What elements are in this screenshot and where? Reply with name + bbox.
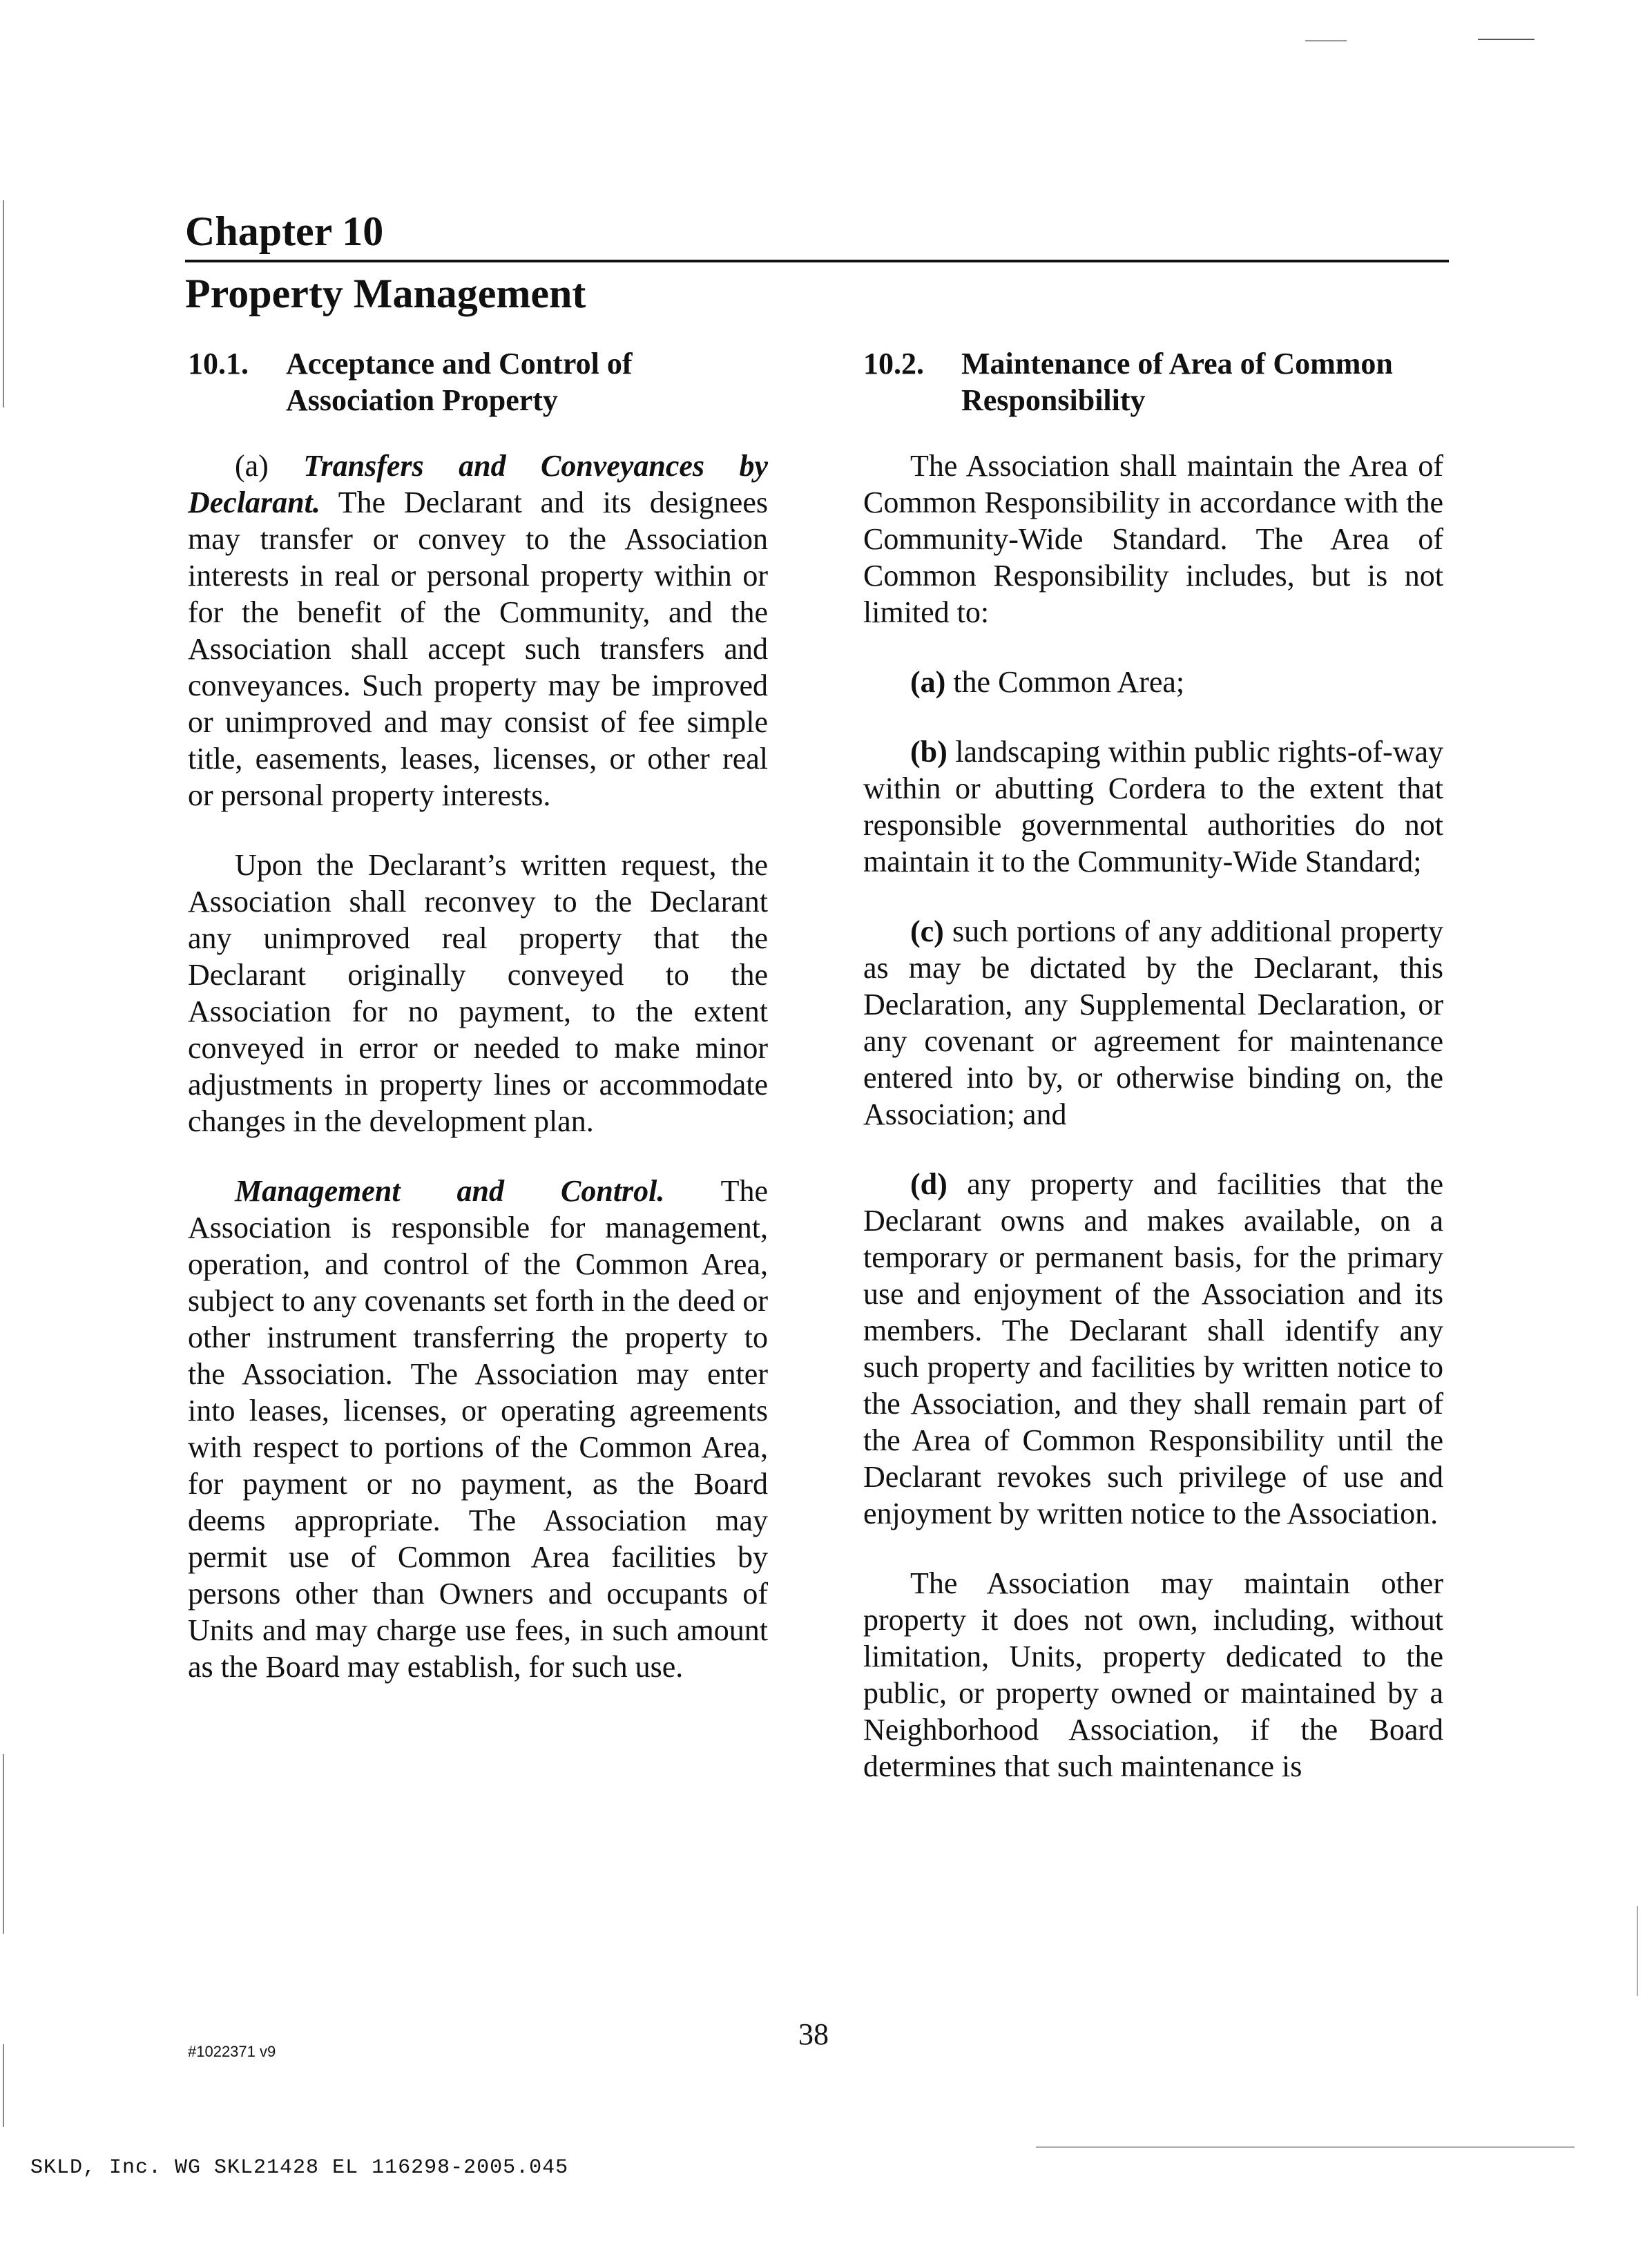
footer-stamp: SKLD, Inc. WG SKL21428 EL 116298-2005.045 [30, 2156, 569, 2180]
paragraph-management [188, 1173, 768, 1685]
right-column [863, 345, 1443, 1818]
item-text: landscaping within public rights-of-way within or abutting Cordera to the extent that responsible governmental authorities do not maintain it to the Community-Wide Standard; [863, 735, 1444, 878]
item-label: (d) [910, 1167, 947, 1201]
item-text: such portions of any additional property as may be dictated by the Declarant, this Declaration, any Supplemental Declaration, or any covenant or agreement for maintenance entered into by, or otherwise binding on, the Association; and [863, 914, 1444, 1131]
section-title: Acceptance and Control of Association Property [286, 347, 633, 417]
paragraph-text: The Association shall maintain the Area of Common Responsibility in accordance with the Community-Wide Standard. The Area of Common Responsibility includes, but is not limited to: [863, 449, 1443, 629]
item-label: (b) [910, 735, 947, 769]
list-item [863, 1166, 1443, 1532]
paragraph-text: The Association is responsible for management, operation, and control of the Common Area, subject to any covenants set forth in the deed or other instrument transferring the property to the Association. The Association may enter into leases, licenses, or operating agreements with respect to portions of the Common Area, for payment or no payment, as the Board deems appropriate. The Association may permit use of Common Area facilities by persons other than Owners and occupants of Units and may charge use fees, in such amount as the Board may establish, for such use. [188, 1174, 768, 1684]
list-item [863, 733, 1443, 880]
paragraph-text: The Association may maintain other property it does not own, including, without limitation, Units, property dedicated to the public, or property owned or maintained by a Neighborhood Association, if the Board determines that such maintenance is [863, 1566, 1443, 1783]
left-column [188, 345, 768, 1718]
scan-edge-mark [3, 200, 4, 407]
scan-edge-mark [1637, 1906, 1638, 1996]
scan-edge-mark [3, 2044, 4, 2127]
section-number: 10.1. [188, 347, 249, 381]
chapter-number: Chapter 10 [185, 209, 384, 254]
list-item [863, 913, 1443, 1133]
paragraph-text: The Declarant and its designees may transfer or convey to the Association interests in real or personal property within or for the benefit of the Community, and the Association shall accept such transfers and conveyances. Such property may be improved or unimproved and may consist of fee simple title, easements, leases, licenses, or other real or personal property interests. [188, 486, 768, 812]
scan-edge-mark [3, 1754, 4, 1934]
page-number: 38 [798, 2017, 829, 2051]
section-heading-10-2 [863, 345, 1443, 419]
paragraph-transfers [188, 448, 768, 814]
document-id: #1022371 v9 [188, 2043, 276, 2060]
item-label: (a) [910, 665, 946, 699]
item-label: (a) [235, 449, 269, 483]
scan-edge-mark [1478, 39, 1535, 40]
scan-edge-mark [1036, 2146, 1575, 2148]
paragraph-emphasis: Transfers and Conveyances by Declarant. [188, 449, 769, 519]
chapter-header [185, 207, 1449, 318]
paragraph-emphasis: Management and Control. [235, 1174, 665, 1208]
paragraph-reconvey [188, 847, 768, 1140]
chapter-divider [185, 260, 1449, 262]
paragraph-intro [863, 448, 1443, 631]
chapter-title: Property Management [185, 271, 586, 316]
section-heading-10-1 [188, 345, 768, 419]
item-label: (c) [910, 914, 944, 948]
section-number: 10.2. [863, 347, 924, 381]
paragraph-text: Upon the Declarant’s written request, the Association shall reconvey to the Declarant any unimproved real property that the Declarant originally conveyed to the Association for no payment, to the extent conveyed in error or needed to make minor adjustments in property lines or accommodate changes in the development plan. [188, 848, 768, 1138]
item-text: any property and facilities that the Declarant owns and makes available, on a temporary or permanent basis, for the primary use and enjoyment of the Association and its members. The Declarant shall identify any such property and facilities by written notice to the Association, and they shall remain part of the Area of Common Responsibility until the Declarant revokes such privilege of use and enjoyment by written notice to the Association. [863, 1167, 1443, 1530]
paragraph-closing [863, 1565, 1443, 1785]
scan-edge-mark [1305, 40, 1347, 41]
item-text: the Common Area; [953, 665, 1185, 699]
section-title: Maintenance of Area of Common Responsibility [961, 347, 1393, 417]
list-item [863, 664, 1443, 700]
